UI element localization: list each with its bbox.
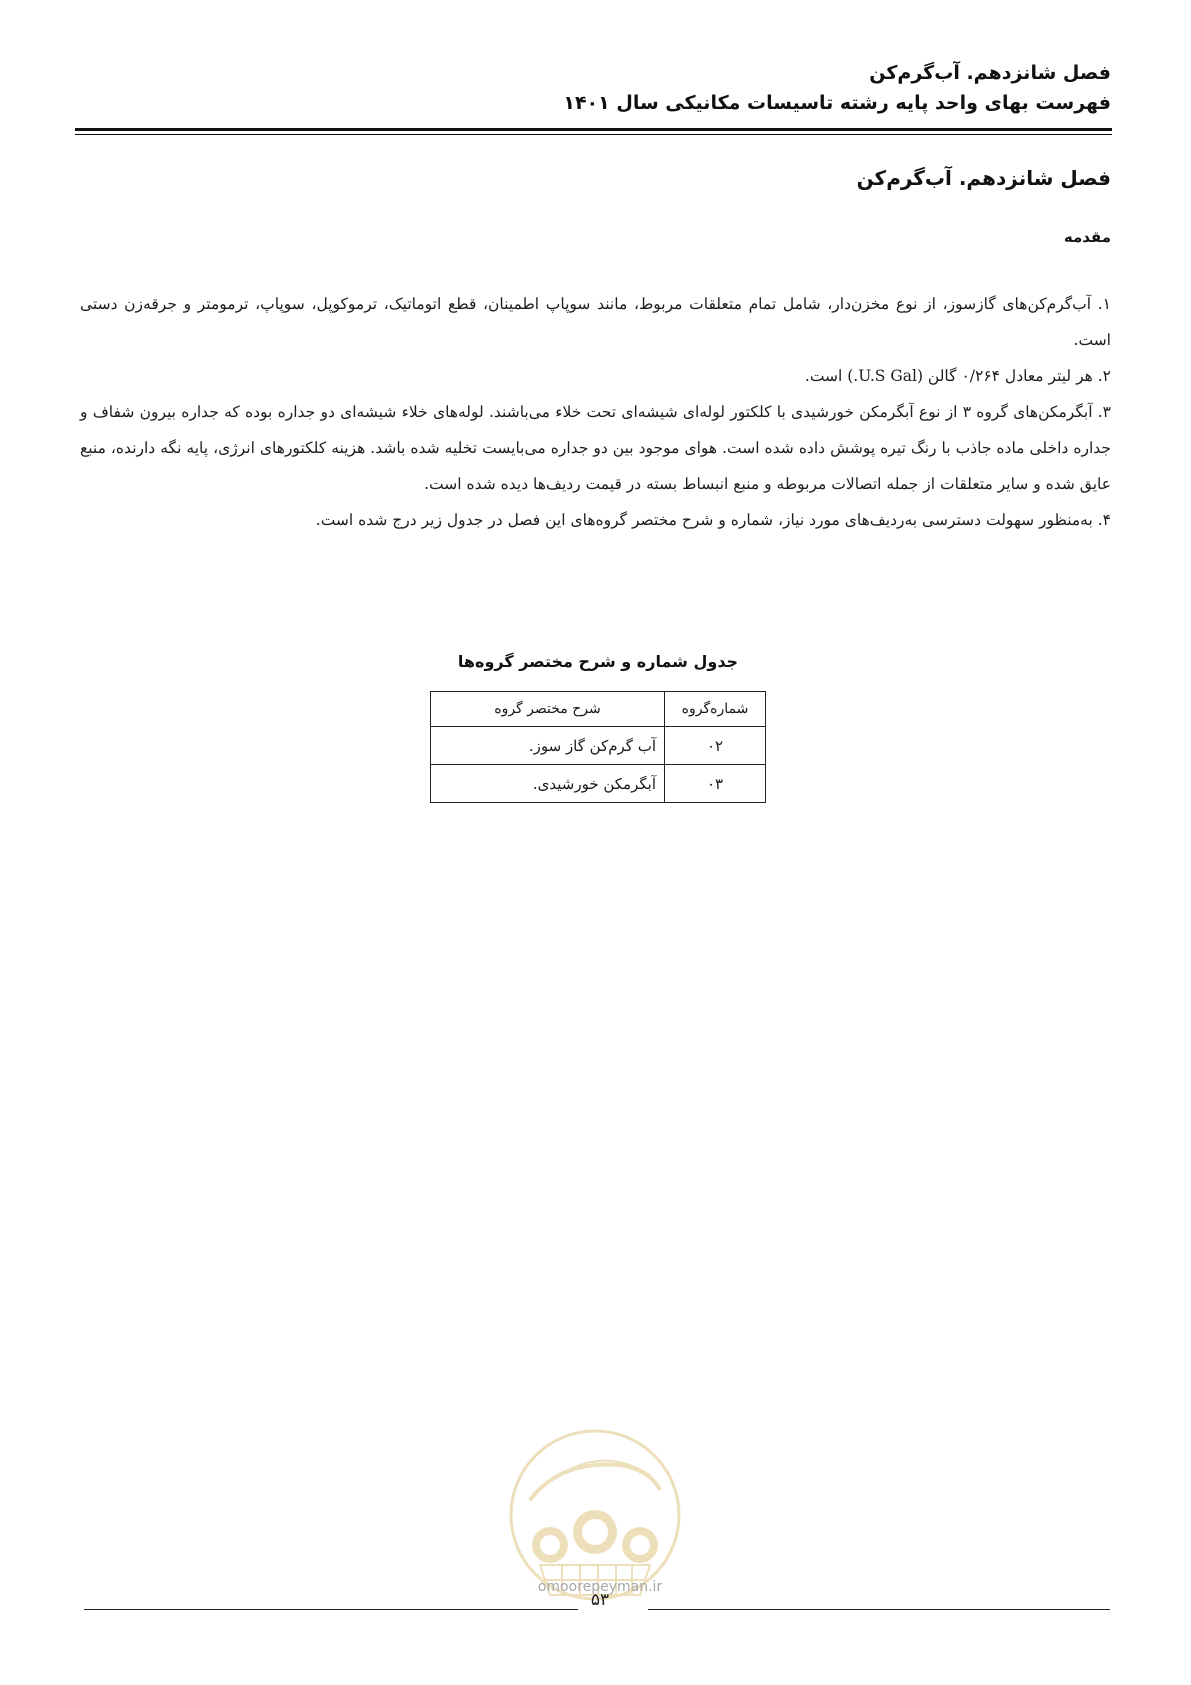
table-header-row (431, 692, 766, 727)
running-header (80, 58, 1111, 118)
header-group-description: شرح مختصر گروه (431, 692, 665, 727)
intro-body (80, 286, 1111, 538)
paragraph-1: ۱. آب‌گرم‌کن‌های گازسوز، از نوع مخزن‌دار، شامل تمام متعلقات مربوط، مانند سوپاپ اطمینان، قطع اتوماتیک، ترموکوپل، سوپاپ، ترمومتر و جرقه‌زن دستی است. (80, 295, 1111, 349)
page-number: ۵۳ (590, 1590, 610, 1610)
footer-divider-right (648, 1609, 1110, 1610)
header-divider-thin (75, 134, 1112, 135)
group-number-cell: ۰۳ (665, 765, 766, 803)
table-row (431, 765, 766, 803)
paragraph-2: ۲. هر لیتر معادل ۰/۲۶۴ گالن (U.S Gal.) است. (804, 367, 1111, 385)
group-description-cell: آب گرم‌کن گاز سوز. (431, 727, 665, 765)
chapter-title: فصل شانزدهم. آب‌گرم‌کن (856, 166, 1111, 190)
group-number-cell: ۰۲ (665, 727, 766, 765)
header-book-title: فهرست بهای واحد پایه رشته تاسیسات مکانیکی سال ۱۴۰۱ (563, 92, 1111, 114)
group-description-cell: آبگرمکن خورشیدی. (431, 765, 665, 803)
header-group-number: شماره‌گروه (665, 692, 766, 727)
table-row (431, 727, 766, 765)
groups-table (430, 691, 766, 803)
header-divider-thick (75, 128, 1112, 131)
header-chapter: فصل شانزدهم. آب‌گرم‌کن (869, 62, 1111, 84)
paragraph-3: ۳. آبگرمکن‌های گروه ۳ از نوع آبگرمکن خورشیدی با کلکتور لوله‌ای شیشه‌ای تحت خلاء می‌باشند. لوله‌های خلاء شیشه‌ای دو جداره بوده که جداره بیرون شفاف و جداره داخلی ماده جاذب با رنگ تیره پوشش داده شده است. هوای موجود بین دو جداره می‌بایست تخلیه شده باشد. هزینه کلکتورهای انرژی، پایه نگه دارنده، منبع عایق شده و سایر متعلقات از جمله اتصالات مربوطه و منبع انبساط بسته در قیمت ردیف‌ها دیده شده است. (80, 403, 1111, 493)
footer-divider-left (84, 1609, 578, 1610)
table-title: جدول شماره و شرح مختصر گروه‌ها (457, 652, 739, 671)
paragraph-4: ۴. به‌منظور سهولت دسترسی به‌ردیف‌های مورد نیاز، شماره و شرح مختصر گروه‌های این فصل در جدول زیر درج شده است. (315, 511, 1111, 529)
intro-heading: مقدمه (1063, 228, 1111, 246)
watermark-site: omoorepeyman.ir (537, 1579, 663, 1595)
